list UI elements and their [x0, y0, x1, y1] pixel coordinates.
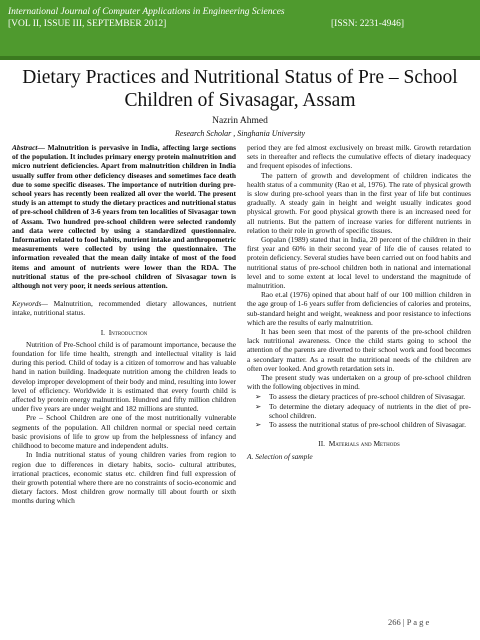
list-item: [247, 392, 471, 401]
right-column: [247, 143, 471, 461]
section-title: Materials and Methods: [328, 439, 400, 449]
paragraph: Pre – School Children are one of the most nutritionally vulnerable segments of the population. All children normal or special need certain basic provisions of life to grow up from the helplessness of infancy and childhood to become mature and independent adults.: [12, 413, 236, 451]
paragraph: The present study was undertaken on a group of pre-school children with the following objectives in mind.: [247, 373, 471, 392]
paragraph: Nutrition of Pre-School child is of paramount importance, because the foundation for life time health, strength and intellectual vitality is laid during this period. Child of today is a citizen of tomorrow and has valuable hand in nation building. Inadequate nutrition among the children leads to develop improper development of their body and mind, resulting into lower level of efficiency. Worldwide it is estimated that every fourth child is affected by protein energy malnutrition. Hundred and fifty million children under five years are under weight and 182 millions are stunted.: [12, 339, 236, 414]
section-heading-methods: [247, 439, 471, 448]
abstract: [12, 143, 236, 290]
paragraph: Rao et.al (1976) opined that about half of our 100 million children in the age group of 1-6 years suffer from deficiencies of calories and proteins, sub-standard height and weight, weakness and poor resistance to infections which are the results of early malnutrition.: [247, 290, 471, 327]
section-number: II.: [318, 439, 326, 449]
left-column: [12, 143, 236, 506]
arrow-bullet-icon: ➢: [255, 392, 262, 402]
keywords-text: Malnutrition, recommended dietary allowances, nutrient intake, nutritional status.: [12, 299, 236, 318]
list-item-text: To determine the dietary adequacy of nutrients in the diet of pre-school children.: [269, 401, 471, 420]
section-heading-introduction: [12, 328, 236, 337]
section-title: Introduction: [108, 327, 148, 337]
keywords: [12, 299, 236, 317]
volume-issue: [VOL II, ISSUE III, SEPTEMBER 2012]: [8, 19, 167, 29]
paragraph: Gopalan (1989) stated that in India, 20 percent of the children in their first year and 60% in their second year of life die of causes related to protein deficiency. Several studies have been carried out on food habits and nutritional status of pre-school children both in national and international level and to some extent at local level to understand the magnitude of malnutrition.: [247, 235, 471, 291]
subsection-heading: A. Selection of sample: [247, 451, 313, 461]
keywords-label: Keywords—: [12, 299, 48, 309]
paragraph: It has been seen that most of the parents of the pre-school children lack nutritional awareness. Once the child starts going to school the attention of the parents are diverted to their school work and food becomes a secondary matter. As a result the nutritional needs of the children are often over looked. And growth retardation sets in.: [247, 327, 471, 373]
list-item-text: To assess the dietary practices of pre-school children of Sivasagar.: [269, 392, 466, 402]
list-item: [247, 402, 471, 420]
paper-title: Dietary Practices and Nutritional Status of Pre – School Children of Sivasagar, Assam: [22, 67, 458, 111]
paragraph: The pattern of growth and development of children indicates the health status of a community (Rao et al, 1976). The rate of physical growth is slow during pre-school years than in the first year of life but continues gradually. A steady gain in height and weight usually indicates good physical growth. For good physical growth there is an increased need for all nutrients. But the pattern of increase varies for different nutrients in relation to their role in growth of specific tissues.: [247, 170, 471, 235]
paragraph: period they are fed almost exclusively on breast milk. Growth retardation sets in thereafter and reflects the cumulative effects of dietary inadequacy and frequent episodes of infections.: [247, 143, 471, 171]
arrow-bullet-icon: ➢: [255, 401, 262, 411]
list-item-text: To assess the nutritional status of pre-school children of Sivasagar.: [269, 420, 466, 430]
abstract-label: Abstract—: [12, 143, 45, 152]
section-number: I.: [100, 327, 106, 337]
journal-name: International Journal of Computer Applications in Engineering Sciences: [8, 7, 285, 17]
page-number: 266 | P a g e: [388, 617, 430, 627]
paragraph: In India nutritional status of young children varies from region to region due to differences in dietary habits, socio- cultural attributes, irrational practices, economic status etc. children find full expression of their growth potential where there are no constraints of socio-economic and dietary factors. Most children grow normally till about fourth or sixth months during which: [12, 450, 236, 506]
journal-header-bar: [0, 0, 480, 60]
issn: [ISSN: 2231-4946]: [331, 19, 405, 29]
abstract-text: Malnutrition is pervasive in India, affecting large sections of the population. It includes primary energy protein malnutrition and micro nutrient deficiencies. Apart from malnutrition children in India usually suffer from other deficiency diseases and sometimes face death due to some specific diseases. The importance of nutrition during pre-school years has recently been realized all over the world. The present study is an attempt to study the dietary practices and nutritional status of pre-school children of 3-6 years from ten localities of Sivasagar town of Assam. Two hundred pre-school children were selected randomly and data were collected by using a standardized questionnaire. Information related to food habits, nutrient intake and anthropometric measurements were collected by using the questionnaire. The information revealed that the mean daily intake of most of the food items and amount of nutrients were lower than the RDA. The nutritional status of the pre-school children of Sivasagar town is although not very poor, it needs serious attention.: [12, 143, 236, 291]
author-name: Nazrin Ahmed: [212, 116, 268, 126]
list-item: [247, 420, 471, 429]
author-affiliation: Research Scholar , Singhania University: [174, 129, 306, 138]
arrow-bullet-icon: ➢: [255, 420, 262, 430]
objectives-list: [247, 392, 471, 429]
